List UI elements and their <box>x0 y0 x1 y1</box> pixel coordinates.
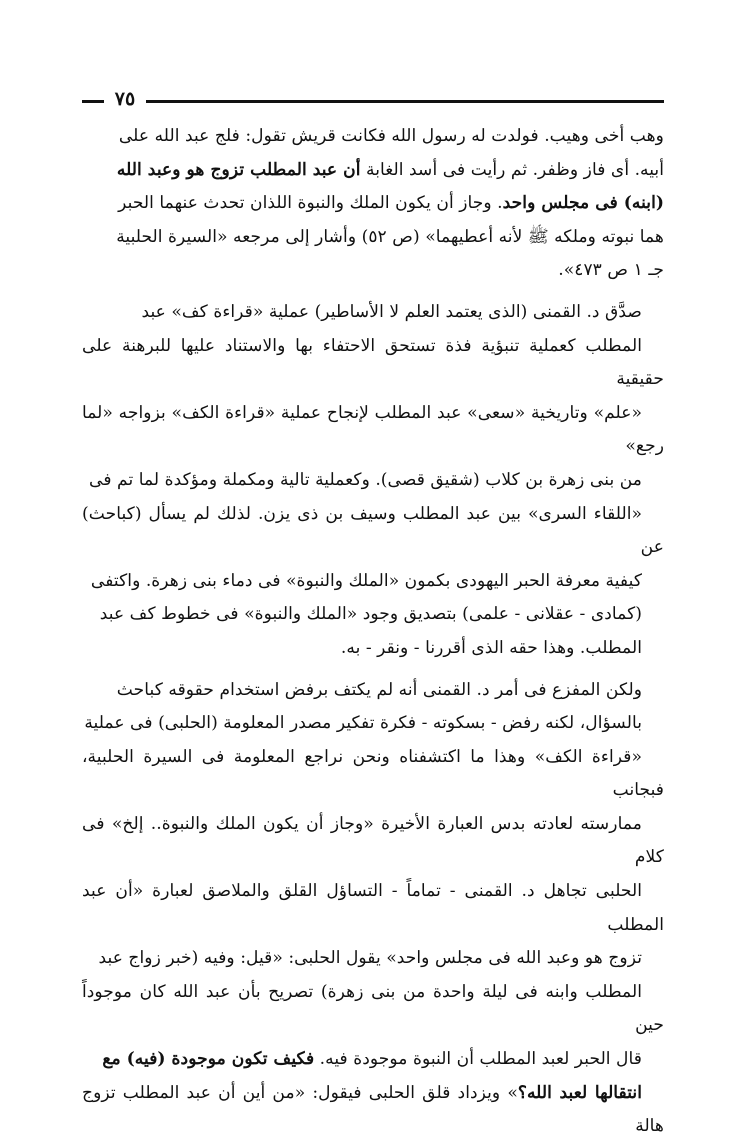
page-header <box>82 86 664 114</box>
text-line: (ابنه) فى مجلس واحد. وجاز أن يكون الملك والنبوة اللذان تحدث عنهما الحبر <box>118 193 664 214</box>
text-line: الحلبى تجاهل د. القمنى - تماماً - التساؤل القلق والملاصق لعبارة «أن عبد المطلب <box>82 881 664 935</box>
text-line: انتقالها لعبد الله؟» ويزداد قلق الحلبى فيقول: «من أين أن عبد المطلب تزوج هالة <box>82 1082 664 1137</box>
text-line: هما نبوته وملكه ﷺ لأنه أعطيهما» (ص ٥٢) وأشار إلى مرجعه «السيرة الحلبية <box>116 226 664 247</box>
text-line: أبيه. أى فاز وظفر. ثم رأيت فى أسد الغابة أن عبد المطلب تزوج هو وعبد الله <box>116 159 664 180</box>
text-line: «قراءة الكف» وهذا ما اكتشفناه ونحن نراجع المعلومة فى السيرة الحلبية، فبجانب <box>82 746 664 801</box>
text-line: (كمادى - عقلانى - علمى) بتصديق وجود «الملك والنبوة» فى خطوط كف عبد <box>99 604 642 625</box>
page-number: ٧٥ <box>114 88 136 110</box>
text-line: ولكن المفزع فى أمر د. القمنى أنه لم يكتف برفض استخدام حقوقه كباحث <box>116 679 642 700</box>
text-line: تزوج هو وعبد الله فى مجلس واحد» يقول الحلبى: «قيل: وفيه (خبر زواج عبد <box>98 948 642 969</box>
text-line: صدَّق د. القمنى (الذى يعتمد العلم لا الأساطير) عملية «قراءة كف» عبد <box>141 301 642 322</box>
text-line: المطلب كعملية تنبؤية فذة تستحق الاحتفاء بها والاستناد عليها للبرهنة على حقيقية <box>82 335 664 390</box>
text-line: المطلب وابنه فى ليلة واحدة من بنى زهرة) تصريح بأن عبد الله كان موجوداً حين <box>82 981 664 1036</box>
header-rule-long <box>146 100 664 103</box>
text-line: المطلب. وهذا حقه الذى أقررنا - ونقر - به. <box>340 637 642 658</box>
text-line: بالسؤال، لكنه رفض - بسكوته - فكرة تفكير مصدر المعلومة (الحلبى) فى عملية <box>84 713 642 734</box>
text-line: «علم» وتاريخية «سعى» عبد المطلب لإنجاح عملية «قراءة الكف» بزواجه «لما رجع» <box>82 402 664 457</box>
body-text <box>82 120 664 1144</box>
paragraph <box>82 674 664 1144</box>
text-line: ممارسته لعادته بدس العبارة الأخيرة «وجاز أن يكون الملك والنبوة.. إلخ» فى كلام <box>82 813 664 868</box>
header-rule-short <box>82 100 104 103</box>
text-line: «اللقاء السرى» بين عبد المطلب وسيف بن ذى يزن. لذلك لم يسأل (كباحث) عن <box>82 503 664 558</box>
paragraph <box>82 120 664 288</box>
text-line: وهب أخى وهيب. فولدت له رسول الله فكانت قريش تقول: فلج عبد الله على <box>118 126 664 146</box>
text-line: كيفية معرفة الحبر اليهودى بكمون «الملك والنبوة» فى دماء بنى زهرة. واكتفى <box>90 570 642 591</box>
text-line: من بنى زهرة بن كلاب (شقيق قصى). وكعملية تالية ومكملة ومؤكدة لما تم فى <box>89 469 642 490</box>
text-line: جـ ١ ص ٤٧٣». <box>558 260 664 281</box>
text-line: قال الحبر لعبد المطلب أن النبوة موجودة فيه. فكيف تكون موجودة (فيه) مع <box>102 1049 642 1070</box>
paragraph <box>82 296 664 666</box>
